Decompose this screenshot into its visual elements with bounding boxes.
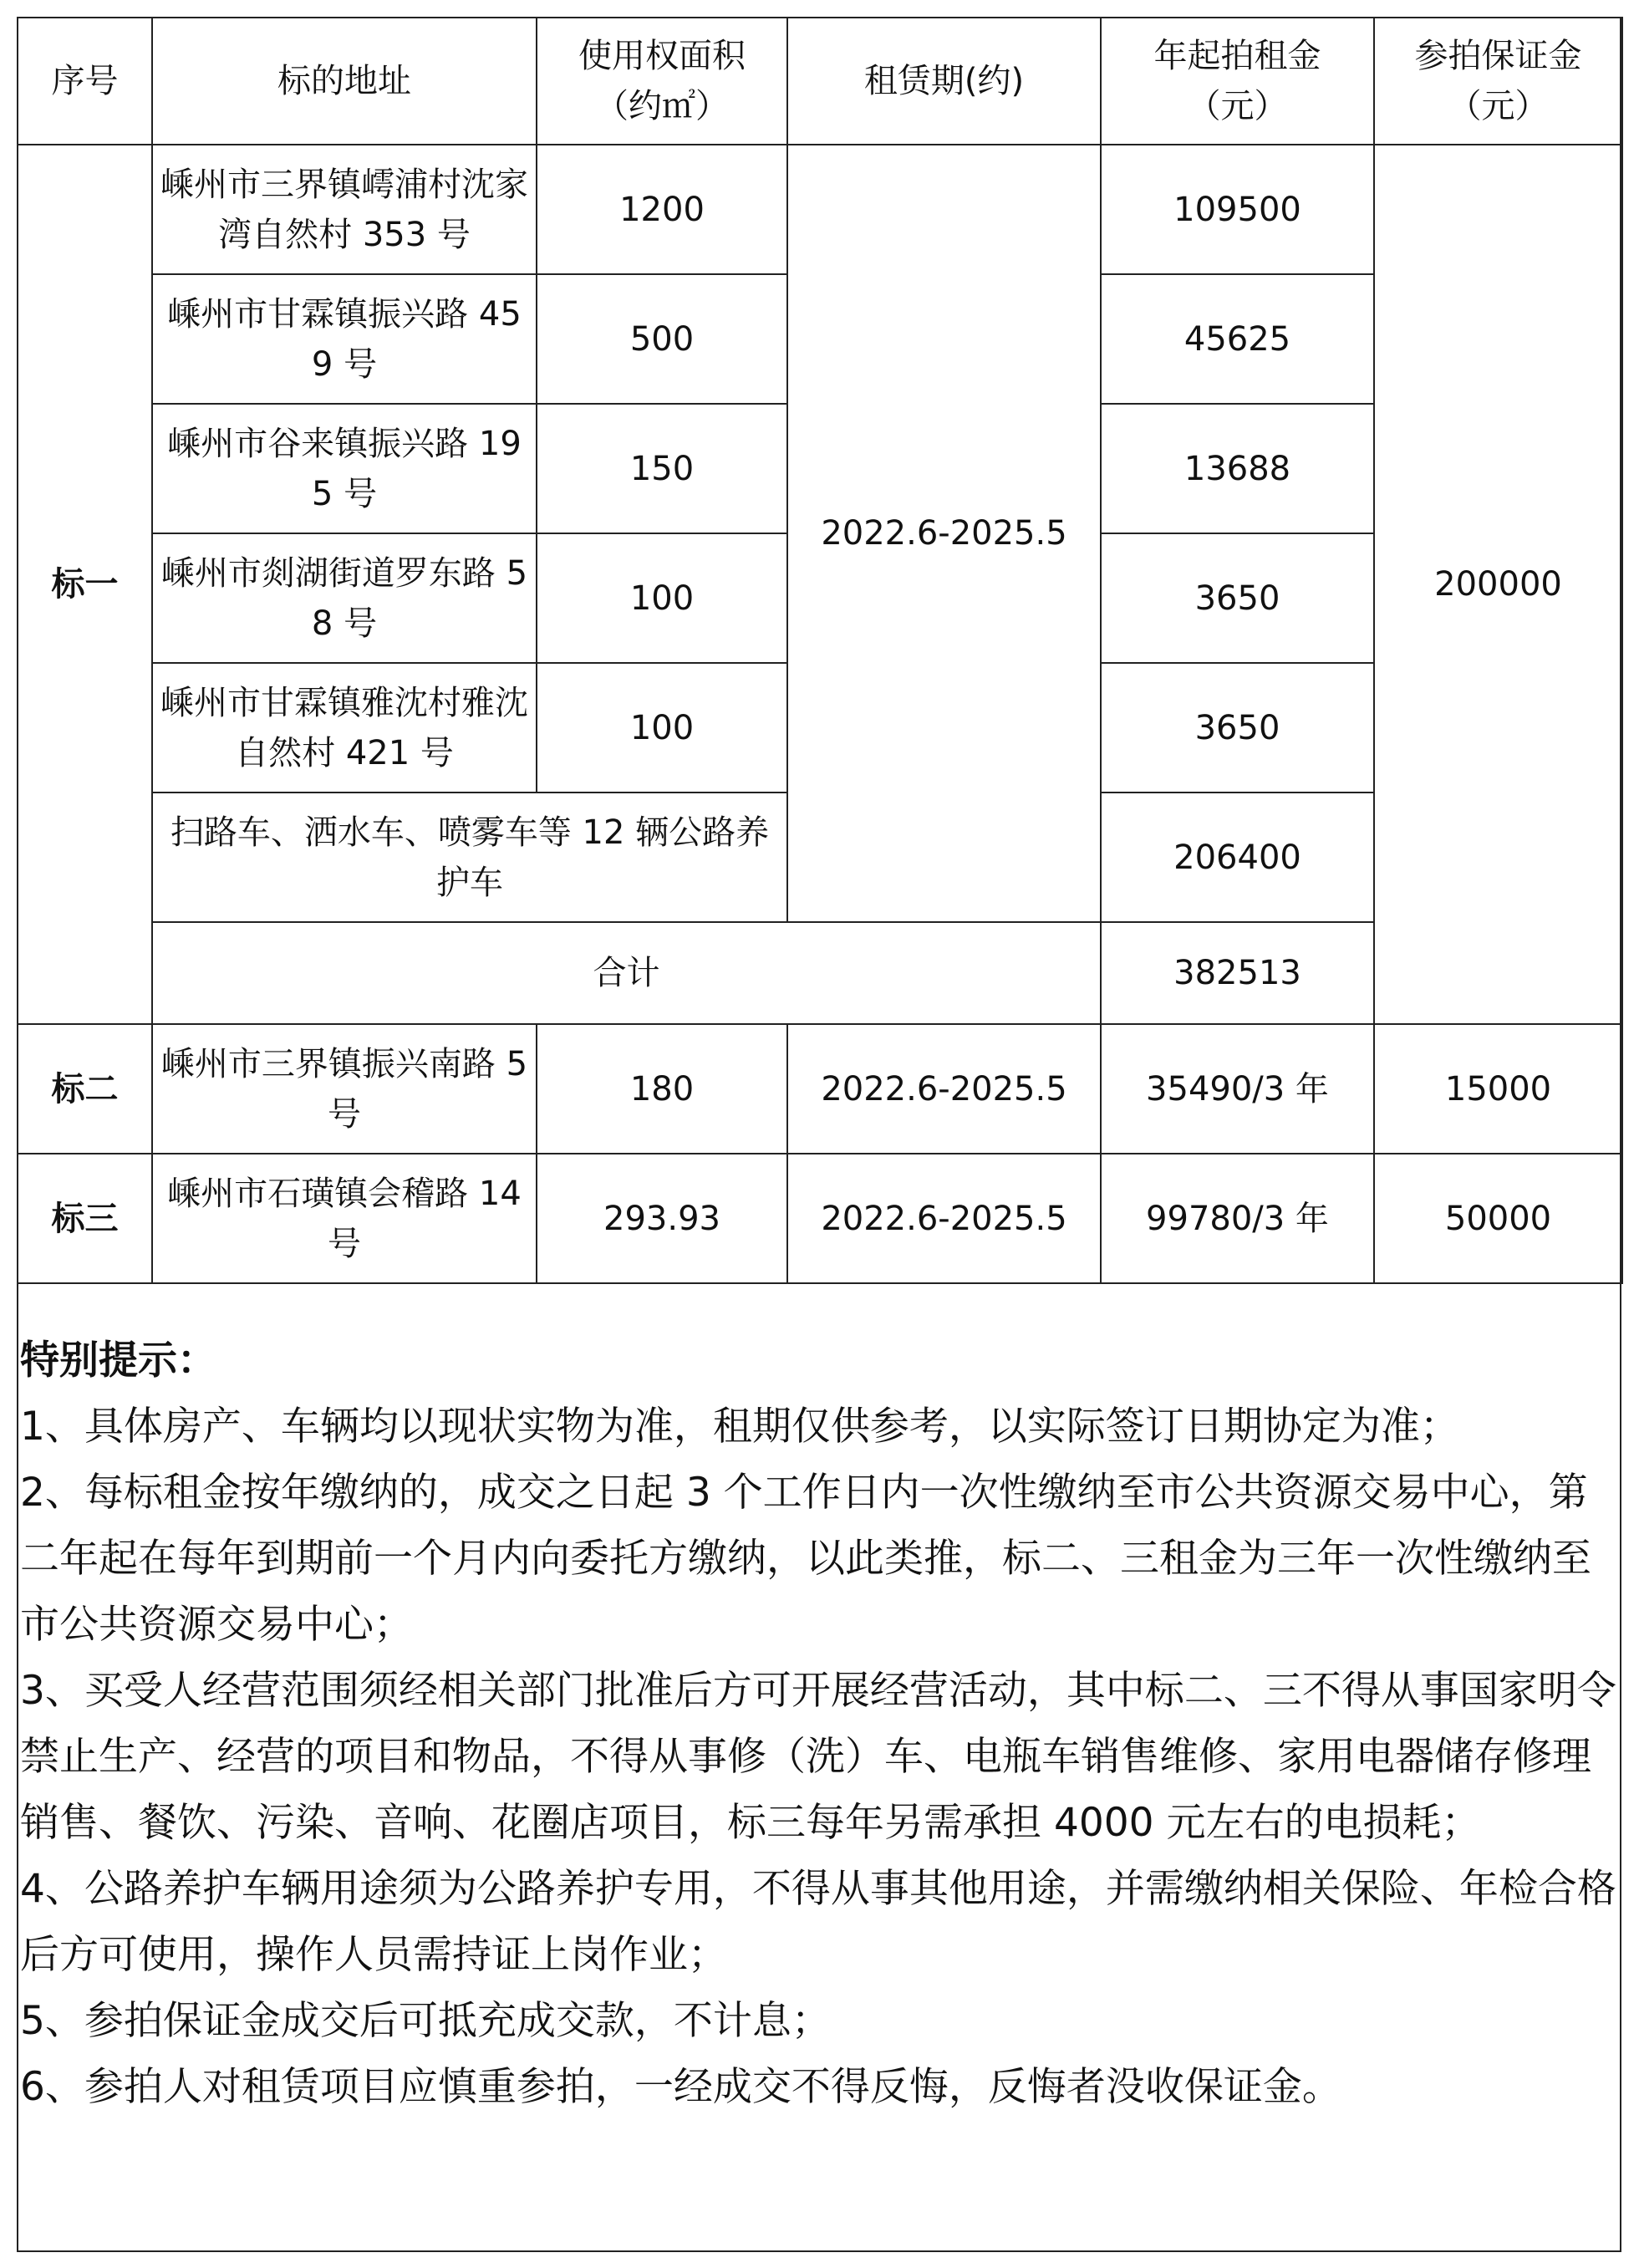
lot1-item5-area: 100 [537,663,787,793]
lot1-item5-address: 嵊州市甘霖镇雅沈村雅沈自然村 421 号 [152,663,537,793]
table-row [18,1154,1622,1283]
lot1-item2-address: 嵊州市甘霖镇振兴路 459 号 [152,274,537,404]
lot3-area: 293.93 [537,1154,787,1283]
header-area-line2: （约㎡） [595,87,729,125]
lot2-term: 2022.6-2025.5 [787,1024,1101,1154]
lease-table [17,17,1623,1284]
special-notes [20,1328,1618,2120]
lot1-item3-area: 150 [537,404,787,533]
lot2-label: 标二 [18,1024,152,1154]
lot1-item2-rent: 45625 [1101,274,1374,404]
lot2-rent: 35490/3 年 [1101,1024,1374,1154]
note-item-5: 5、参拍保证金成交后可抵充成交款，不计息； [20,1998,831,2044]
header-rent-line2: （元） [1187,87,1288,125]
header-seq: 序号 [18,18,152,145]
header-deposit-line2: （元） [1448,87,1549,125]
note-item-1: 1、具体房产、车辆均以现状实物为准，租期仅供参考，以实际签订日期协定为准； [20,1404,1459,1450]
lot3-label: 标三 [18,1154,152,1283]
lot1-item4-address: 嵊州市剡湖街道罗东路 58 号 [152,533,537,663]
lot1-item1-area: 1200 [537,145,787,274]
note-item-6: 6、参拍人对租赁项目应慎重参拍，一经成交不得反悔，反悔者没收保证金。 [20,2064,1341,2110]
lot3-deposit: 50000 [1374,1154,1622,1283]
lot1-total-value: 382513 [1101,922,1374,1024]
header-address: 标的地址 [152,18,537,145]
lot1-item2-area: 500 [537,274,787,404]
table-header-row [18,18,1622,145]
lot1-item3-address: 嵊州市谷来镇振兴路 195 号 [152,404,537,533]
lot3-rent: 99780/3 年 [1101,1154,1374,1283]
lot1-vehicles-address: 扫路车、洒水车、喷雾车等 12 辆公路养护车 [152,793,787,922]
lot1-item1-address: 嵊州市三界镇嶀浦村沈家湾自然村 353 号 [152,145,537,274]
header-area-line1: 使用权面积 [578,37,746,75]
lot1-item1-rent: 109500 [1101,145,1374,274]
header-deposit [1374,18,1622,145]
lot3-term: 2022.6-2025.5 [787,1154,1101,1283]
lot1-label: 标一 [18,145,152,1024]
lot1-term: 2022.6-2025.5 [787,145,1101,922]
table-row [18,1024,1622,1154]
header-rent-line1: 年起拍租金 [1153,37,1321,75]
header-rent [1101,18,1374,145]
lot1-item5-rent: 3650 [1101,663,1374,793]
header-term: 租赁期(约) [787,18,1101,145]
lot2-deposit: 15000 [1374,1024,1622,1154]
lot1-item4-rent: 3650 [1101,533,1374,663]
lot1-total-label: 合计 [152,922,1101,1024]
lot1-deposit: 200000 [1374,145,1622,1024]
note-item-2: 2、每标租金按年缴纳的，成交之日起 3 个工作日内一次性缴纳至市公共资源交易中心，第二年起在每年到期前一个月内向委托方缴纳，以此类推，标二、三租金为三年一次性缴纳至市公共资源交易中心； [20,1470,1591,1648]
lot2-area: 180 [537,1024,787,1154]
header-deposit-line1: 参拍保证金 [1414,37,1582,75]
note-item-3: 3、买受人经营范围须经相关部门批准后方可开展经营活动，其中标二、三不得从事国家明令禁止生产、经营的项目和物品，不得从事修（洗）车、电瓶车销售维修、家用电器储存修理销售、餐饮、污染、音响、花圈店项目，标三每年另需承担 4000 元左右的电损耗； [20,1668,1616,1846]
lot2-address: 嵊州市三界镇振兴南路 5 号 [152,1024,537,1154]
lot1-item4-area: 100 [537,533,787,663]
lot1-item3-rent: 13688 [1101,404,1374,533]
lot3-address: 嵊州市石璜镇会稽路 14 号 [152,1154,537,1283]
note-item-4: 4、公路养护车辆用途须为公路养护专用，不得从事其他用途，并需缴纳相关保险、年检合格后方可使用，操作人员需持证上岗作业； [20,1866,1616,1978]
table-row [18,145,1622,274]
header-area [537,18,787,145]
lot1-vehicles-rent: 206400 [1101,793,1374,922]
notes-title: 特别提示： [20,1338,216,1384]
